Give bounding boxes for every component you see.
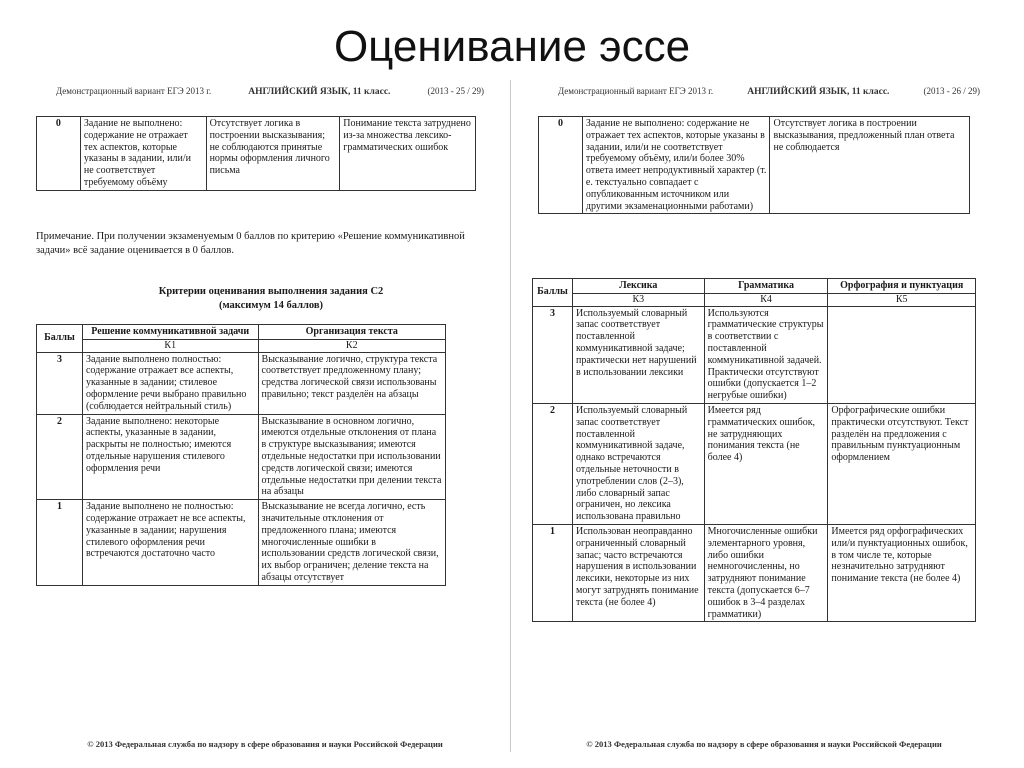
top-table-right (538, 116, 970, 214)
criterion-cell: Отсутствует логика в построении высказывания, предложенный план ответа не соблюдается (770, 117, 970, 214)
column-header: Организация текста (258, 325, 445, 340)
criteria-title (56, 285, 486, 312)
running-header-right (528, 86, 1000, 98)
score-cell: 2 (533, 403, 573, 524)
criterion-cell: Имеется ряд грамматических ошибок, не затрудняющих понимания текста (не более 4) (704, 403, 828, 524)
score-cell: 0 (37, 117, 81, 191)
criterion-cell: Высказывание логично, структура текста соответствует предложенному плану; средства логической связи использованы правильно; текст разделён на абзацы (258, 352, 445, 414)
header-doc: Демонстрационный вариант ЕГЭ 2013 г. (558, 86, 714, 96)
note-text: Примечание. При получении экзаменуемым 0 баллов по критерию «Решение коммуникативной задачи» всё задание оценивается в 0 баллов. (36, 231, 465, 256)
criteria-title-line1: Критерии оценивания выполнения задания С2 (158, 286, 384, 297)
score-cell: 1 (533, 524, 573, 621)
header-subject: АНГЛИЙСКИЙ ЯЗЫК, 11 класс. (747, 87, 890, 97)
criterion-cell: Используемый словарный запас соответствует поставленной коммуникативной задаче; практически нет нарушений в использовании лексики (572, 306, 704, 403)
table-row (37, 117, 476, 191)
table-row (533, 403, 976, 524)
column-header: Баллы (533, 279, 573, 307)
criterion-cell: Задание выполнено полностью: содержание отражает все аспекты, указанные в задании; стилевое оформление речи выбрано правильно (соблюдается нейтральный стиль) (82, 352, 258, 414)
footer-left: © 2013 Федеральная служба по надзору в сфере образования и науки Российской Федерации (87, 738, 443, 749)
column-header: Орфография и пунктуация (828, 279, 976, 294)
criteria-title-line2: (максимум 14 баллов) (218, 299, 324, 311)
column-header: Грамматика (704, 279, 828, 294)
page-right (528, 80, 1000, 755)
column-header: Решение коммуникативной задачи (82, 325, 258, 340)
criterion-cell: Имеется ряд орфографических или/и пунктуационных ошибок, в том числе те, которые незначительно затрудняют понимание текста (не более 4) (828, 524, 976, 621)
table-header-row (37, 325, 446, 340)
slide-title: Оценивание эссе (333, 22, 691, 71)
score-cell: 3 (37, 352, 83, 414)
criterion-cell: Задание не выполнено: содержание не отражает тех аспектов, которые указаны в задании, или/и не соответствует требуемому объёму (80, 117, 206, 191)
criterion-code: К5 (828, 293, 976, 306)
header-pages: (2013 - 25 / 29) (427, 86, 484, 96)
criterion-cell: Высказывание не всегда логично, есть значительные отклонения от предложенного плана; имеются многочисленные ошибки в использовании средств логической связи, их выбор ограничен; деление текста на абзацы отсутствует (258, 500, 445, 586)
criterion-cell: Отсутствует логика в построении высказывания; не соблюдаются принятые нормы оформления личного письма (206, 117, 340, 191)
criterion-cell: Используемый словарный запас соответствует поставленной коммуникативной задаче, однако встречаются отдельные неточности в употреблении слов (2–3), либо словарный запас ограничен, но лексика использована правильно (572, 403, 704, 524)
table-row (37, 352, 446, 414)
running-header-left (26, 86, 504, 98)
table-row (37, 500, 446, 586)
score-cell: 0 (539, 117, 583, 214)
criterion-cell: Использован неоправданно ограниченный словарный запас; часто встречаются нарушения в использовании лексики, некоторые из них могут затруднять понимание текста (не более 4) (572, 524, 704, 621)
criterion-cell: Задание выполнено: некоторые аспекты, указанные в задании, раскрыты не полностью; имеются отдельные нарушения стилевого оформления речи (82, 414, 258, 500)
header-doc: Демонстрационный вариант ЕГЭ 2013 г. (56, 86, 212, 96)
criteria-table-right (532, 278, 976, 622)
column-header: Баллы (37, 325, 83, 353)
code-row (533, 293, 976, 306)
criterion-code: К1 (82, 339, 258, 352)
code-row (37, 339, 446, 352)
header-pages: (2013 - 26 / 29) (923, 86, 980, 96)
table-row (37, 414, 446, 500)
criterion-cell (828, 306, 976, 403)
column-header: Лексика (572, 279, 704, 294)
table-row (539, 117, 970, 214)
top-table-left (36, 116, 476, 191)
score-cell: 1 (37, 500, 83, 586)
criterion-cell: Задание выполнено не полностью: содержание отражает не все аспекты, указанные в задании; нарушения стилевого оформления речи встречаются достаточно часто (82, 500, 258, 586)
criterion-cell: Понимание текста затруднено из-за множества лексико-грамматических ошибок (340, 117, 476, 191)
criterion-cell: Орфографические ошибки практически отсутствуют. Текст разделён на предложения с правильным пунктуационным оформлением (828, 403, 976, 524)
criterion-code: К4 (704, 293, 828, 306)
header-subject: АНГЛИЙСКИЙ ЯЗЫК, 11 класс. (248, 87, 391, 97)
criterion-cell: Задание не выполнено: содержание не отражает тех аспектов, которые указаны в задании, или/и не соответствует требуемому объёму, или/и более 30% ответа имеет непродуктивный характер (т. е. текстуально совпадает с опубликованным источником или другими экзаменационными работами) (582, 117, 770, 214)
criterion-code: К3 (572, 293, 704, 306)
criterion-cell: Используются грамматические структуры в соответствии с поставленной коммуникативной задачей. Практически отсутствуют ошибки (допускается 1–2 негрубые ошибки) (704, 306, 828, 403)
criterion-cell: Высказывание в основном логично, имеются отдельные отклонения от плана в структуре высказывания; имеются отдельные недостатки при использовании средств логической связи; имеются отдельные недостатки при делении текста на абзацы (258, 414, 445, 500)
criteria-table-left (36, 324, 446, 586)
score-cell: 2 (37, 414, 83, 500)
table-row (533, 306, 976, 403)
table-header-row (533, 279, 976, 294)
score-cell: 3 (533, 306, 573, 403)
footer-right: © 2013 Федеральная служба по надзору в сфере образования и науки Российской Федерации (586, 738, 942, 749)
table-row (533, 524, 976, 621)
page-divider (510, 80, 511, 752)
criterion-cell: Многочисленные ошибки элементарного уровня, либо ошибки немногочисленны, но затрудняют понимание текста (допускается 6–7 ошибок в 3–4 разделах грамматики) (704, 524, 828, 621)
criterion-code: К2 (258, 339, 445, 352)
page-left (26, 80, 504, 755)
